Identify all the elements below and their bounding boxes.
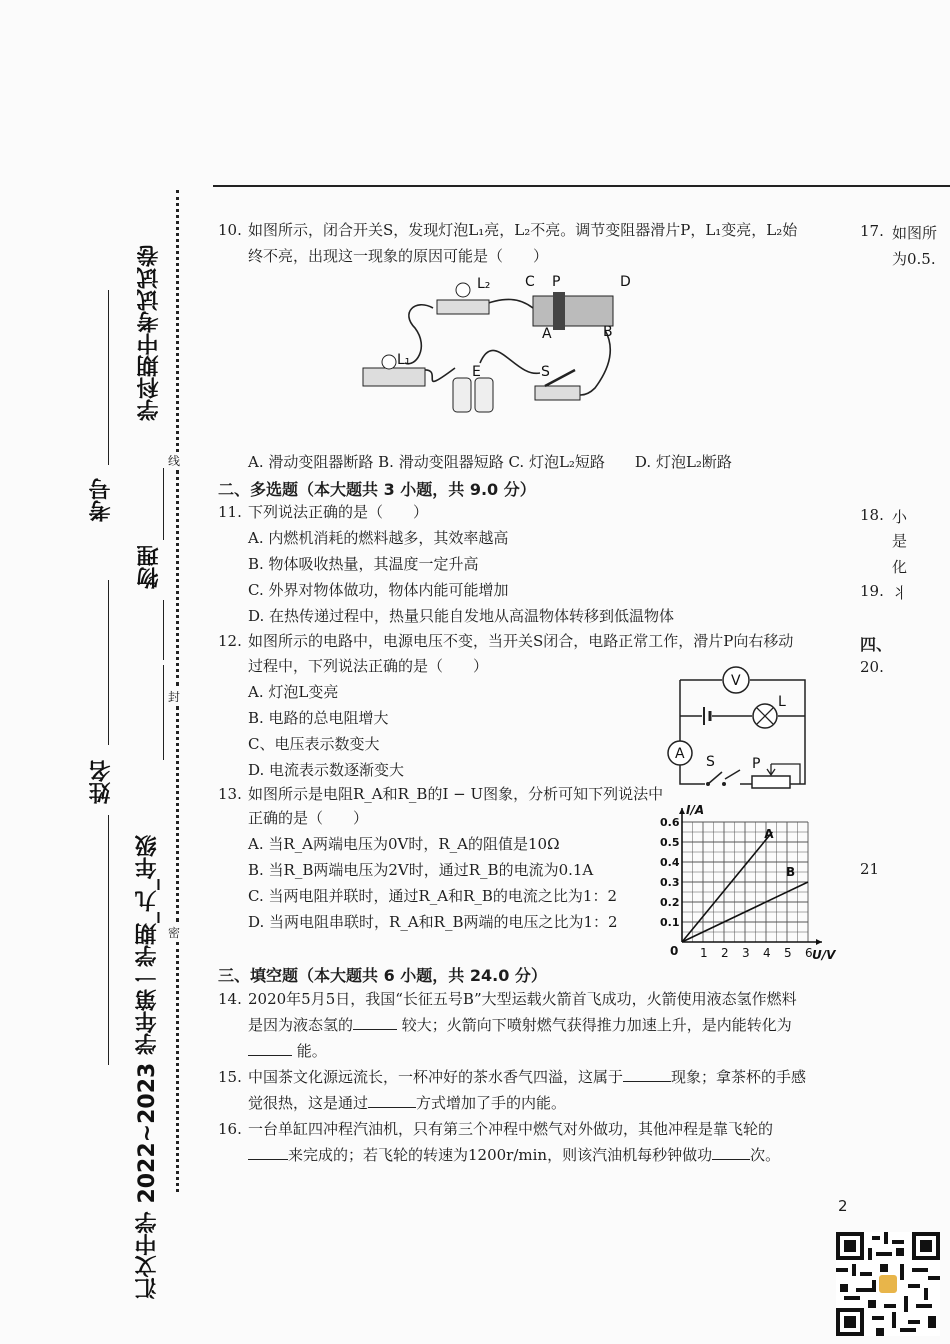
q17-number: 17. (860, 222, 884, 240)
y-tick-label: 0.4 (660, 856, 680, 869)
q11-option-b: B. 物体吸收热量，其温度一定升高 (248, 555, 479, 573)
q16-line1 (218, 1119, 773, 1139)
q14-number: 14. (218, 990, 242, 1008)
q12-option-c: C、电压表示数变大 (248, 735, 380, 753)
name-underline-upper (108, 580, 109, 745)
q20-number: 20. (860, 658, 884, 676)
q12-stem-line1: 如图所示的电路中，电源电压不变，当开关S闭合，电路正常工作，滑片P向右移动 (248, 632, 794, 650)
q14-blank-2[interactable] (248, 1055, 292, 1056)
q16-number: 16. (218, 1120, 242, 1138)
name-underline-lower (108, 815, 109, 1065)
y-tick-label: 0.1 (660, 916, 680, 929)
y-axis-label: I/A (686, 803, 705, 817)
q19-fragment: 丬 (892, 584, 908, 602)
q10-label-c: C (525, 274, 535, 290)
subject-underline-lower (163, 600, 164, 660)
q14-text-line3: 能。 (296, 1042, 327, 1060)
q15-text-line2a: 觉很热，这是通过 (248, 1094, 369, 1112)
id-underline (108, 290, 109, 465)
q10-line2: 终不亮，出现这一现象的原因可能是（ ） (248, 247, 549, 265)
q15-line1 (218, 1067, 806, 1087)
q12-option-d: D. 电流表示数逐渐变大 (248, 761, 405, 779)
school-year-grade: 汇文中学 2022~2023 学年第一学期_九_年级 (135, 835, 160, 1300)
q12-label-l: L (778, 694, 786, 710)
x-tick-label: 2 (721, 946, 729, 960)
q18-fragment-2: 是 (892, 532, 908, 550)
q15-blank-1[interactable] (623, 1081, 671, 1082)
q13-stem-line1: 如图所示是电阻R_A和R_B的I − U图象，分析可知下列说法中 (248, 785, 664, 803)
section4-title: 四、 (860, 635, 893, 654)
q10-line1 (218, 220, 797, 240)
q19-number: 19. (860, 582, 884, 600)
binding-mark-seal: 封 (168, 690, 181, 704)
q10-lamp-l1-bulb (382, 355, 396, 369)
q10-options: A. 滑动变阻器断路 B. 滑动变阻器短路 C. 灯泡L₂短路 D. 灯泡L₂断路 (248, 453, 732, 471)
q11-number: 11. (218, 503, 242, 521)
q15-text-line1b: 现象；拿茶杯的手感 (671, 1068, 807, 1086)
q15-line2 (248, 1093, 566, 1113)
x-axis-arrow (816, 939, 822, 945)
q12-switch-arm (708, 772, 722, 784)
q10-label-p: P (552, 274, 561, 290)
q10-lamp-l1-base (363, 368, 425, 386)
q13-line2: 正确的是（ ） (248, 809, 369, 827)
q16-text-line1: 一台单缸四冲程汽油机，只有第三个冲程中燃气对外做功，其他冲程是靠飞轮的 (248, 1120, 774, 1138)
q13-option-a: A. 当R_A两端电压为0V时，R_A的阻值是10Ω (248, 835, 560, 853)
q12-option-a: A. 灯泡L变亮 (248, 683, 339, 701)
qr-code (836, 1232, 940, 1336)
q14-text-line1: 2020年5月5日，我国“长征五号B”大型运载火箭首飞成功，火箭使用液态氢作燃料 (248, 990, 797, 1008)
id-label: 考号 (89, 478, 114, 522)
binding-dotted-line-mid (176, 470, 179, 686)
q21-number: 21 (860, 860, 880, 878)
q10-label-l1: L₁ (397, 352, 411, 368)
q10-label-e: E (472, 364, 481, 380)
q10-rheostat (533, 296, 613, 326)
q14-blank-1[interactable] (353, 1029, 397, 1030)
q18-fragment-1: 小 (892, 508, 908, 526)
q10-wire (480, 350, 540, 373)
name-label: 姓名 (89, 760, 114, 804)
q10-label-l2: L₂ (477, 276, 491, 292)
q10-lamp-l2-bulb (456, 283, 470, 297)
q16-line2 (248, 1145, 780, 1165)
q12-label-v: V (731, 673, 741, 689)
x-tick-label: 4 (763, 946, 771, 960)
x-tick-label: 3 (742, 946, 750, 960)
subject-underline-upper (163, 468, 164, 540)
y-tick-label: 0.6 (660, 816, 680, 829)
q14-line3 (248, 1041, 327, 1061)
q10-number: 10. (218, 221, 242, 239)
q14-text-line2b: 较大；火箭向下喷射燃气获得推力加速上升，是内能转化为 (401, 1016, 792, 1034)
binding-dotted-line-bottom (176, 942, 179, 1192)
q12-switch-contact-right (722, 782, 726, 786)
q16-text-line2a: 来完成的；若飞轮的转速为1200r/min，则该汽油机每秒钟做功 (288, 1146, 713, 1164)
q16-blank-2[interactable] (712, 1159, 750, 1160)
q10-battery-1 (453, 378, 471, 412)
series-label-b: B (786, 865, 796, 879)
q12-wire-outer (680, 680, 805, 784)
q13-line1 (218, 784, 663, 804)
q10-label-s: S (541, 364, 550, 380)
q15-text-line2b: 方式增加了手的内能。 (416, 1094, 567, 1112)
exam-title: 学科期中考试试卷 (137, 245, 162, 421)
q18-number: 18. (860, 506, 884, 524)
q17-line2: 为0.5. (892, 250, 936, 268)
q12-circuit-diagram (660, 664, 820, 794)
q12-rheostat (752, 776, 790, 788)
origin-label: 0 (670, 944, 679, 958)
q13-option-c: C. 当两电阻并联时，通过R_A和R_B的电流之比为1：2 (248, 887, 618, 905)
binding-dotted-line-low (176, 706, 179, 922)
q10-label-d: D (620, 274, 631, 290)
q10-label-a: A (542, 326, 552, 342)
binding-mark-line: 线 (168, 454, 181, 468)
q11-option-d: D. 在热传递过程中，热量只能自发地从高温物体转移到低温物体 (248, 607, 675, 625)
q15-text-line1a: 中国茶文化源远流长，一杯冲好的茶水香气四溢，这属于 (248, 1068, 624, 1086)
y-tick-label: 0.3 (660, 876, 680, 889)
q14-line1 (218, 989, 797, 1009)
x-tick-label: 1 (700, 946, 708, 960)
page-top-rule (213, 185, 950, 187)
q13-number: 13. (218, 785, 242, 803)
q12-line2: 过程中，下列说法正确的是（ ） (248, 657, 489, 675)
q14-text-line2a: 是因为液态氢的 (248, 1016, 354, 1034)
q11-option-a: A. 内燃机消耗的燃料越多，其效率越高 (248, 529, 509, 547)
binding-dotted-line-top (176, 190, 179, 452)
q11-stem-text: 下列说法正确的是（ ） (248, 503, 429, 521)
x-axis-label: U/V (812, 948, 836, 962)
y-tick-label: 0.2 (660, 896, 680, 909)
q13-option-b: B. 当R_B两端电压为2V时，通过R_B的电流为0.1A (248, 861, 594, 879)
q12-number: 12. (218, 632, 242, 650)
q11-option-c: C. 外界对物体做功，物体内能可能增加 (248, 581, 509, 599)
right-column-divider (846, 188, 847, 1188)
q15-blank-2[interactable] (368, 1107, 416, 1108)
y-tick-label: 0.5 (660, 836, 680, 849)
q10-rheostat-slider (553, 292, 565, 330)
q13-iu-graph (660, 800, 836, 965)
q10-stem-line1: 如图所示，闭合开关S，发现灯泡L₁亮，L₂不亮。调节变阻器滑片P，L₁变亮，L₂始 (248, 221, 798, 239)
q18-fragment-3: 化 (892, 558, 908, 576)
qr-center-logo (878, 1274, 898, 1294)
q12-line1 (218, 631, 793, 651)
x-tick-label: 5 (784, 946, 792, 960)
q10-lamp-l2-base (437, 300, 489, 314)
series-line-a (682, 832, 772, 942)
q15-number: 15. (218, 1068, 242, 1086)
q10-wire (423, 368, 455, 381)
q10-circuit-photo (355, 268, 655, 418)
q16-text-line2b: 次。 (750, 1146, 781, 1164)
y-axis-arrow (679, 808, 685, 814)
q12-label-a: A (675, 746, 685, 762)
q10-switch-base (535, 386, 580, 400)
binding-mark-secret: 密 (168, 926, 181, 940)
page-number: 2 (838, 1197, 848, 1215)
q10-battery-2 (475, 378, 493, 412)
q11-stem (218, 502, 428, 522)
q14-line2 (248, 1015, 792, 1035)
q12-label-s: S (706, 754, 715, 770)
series-label-a: A (764, 827, 774, 841)
q13-option-d: D. 当两电阻串联时，R_A和R_B两端的电压之比为1：2 (248, 913, 618, 931)
section2-title: 二、多选题（本大题共 3 小题，共 9.0 分） (218, 480, 536, 499)
q12-label-p: P (752, 756, 761, 772)
q16-blank-1[interactable] (248, 1159, 288, 1160)
q17-text: 如图所 (892, 224, 938, 242)
section3-title: 三、填空题（本大题共 6 小题，共 24.0 分） (218, 966, 547, 985)
subject-label: 物理 (137, 545, 162, 589)
grade-underline (163, 665, 164, 760)
x-tick-label: 6 (805, 946, 813, 960)
q12-option-b: B. 电路的总电阻增大 (248, 709, 389, 727)
q10-label-b: B (603, 324, 613, 340)
